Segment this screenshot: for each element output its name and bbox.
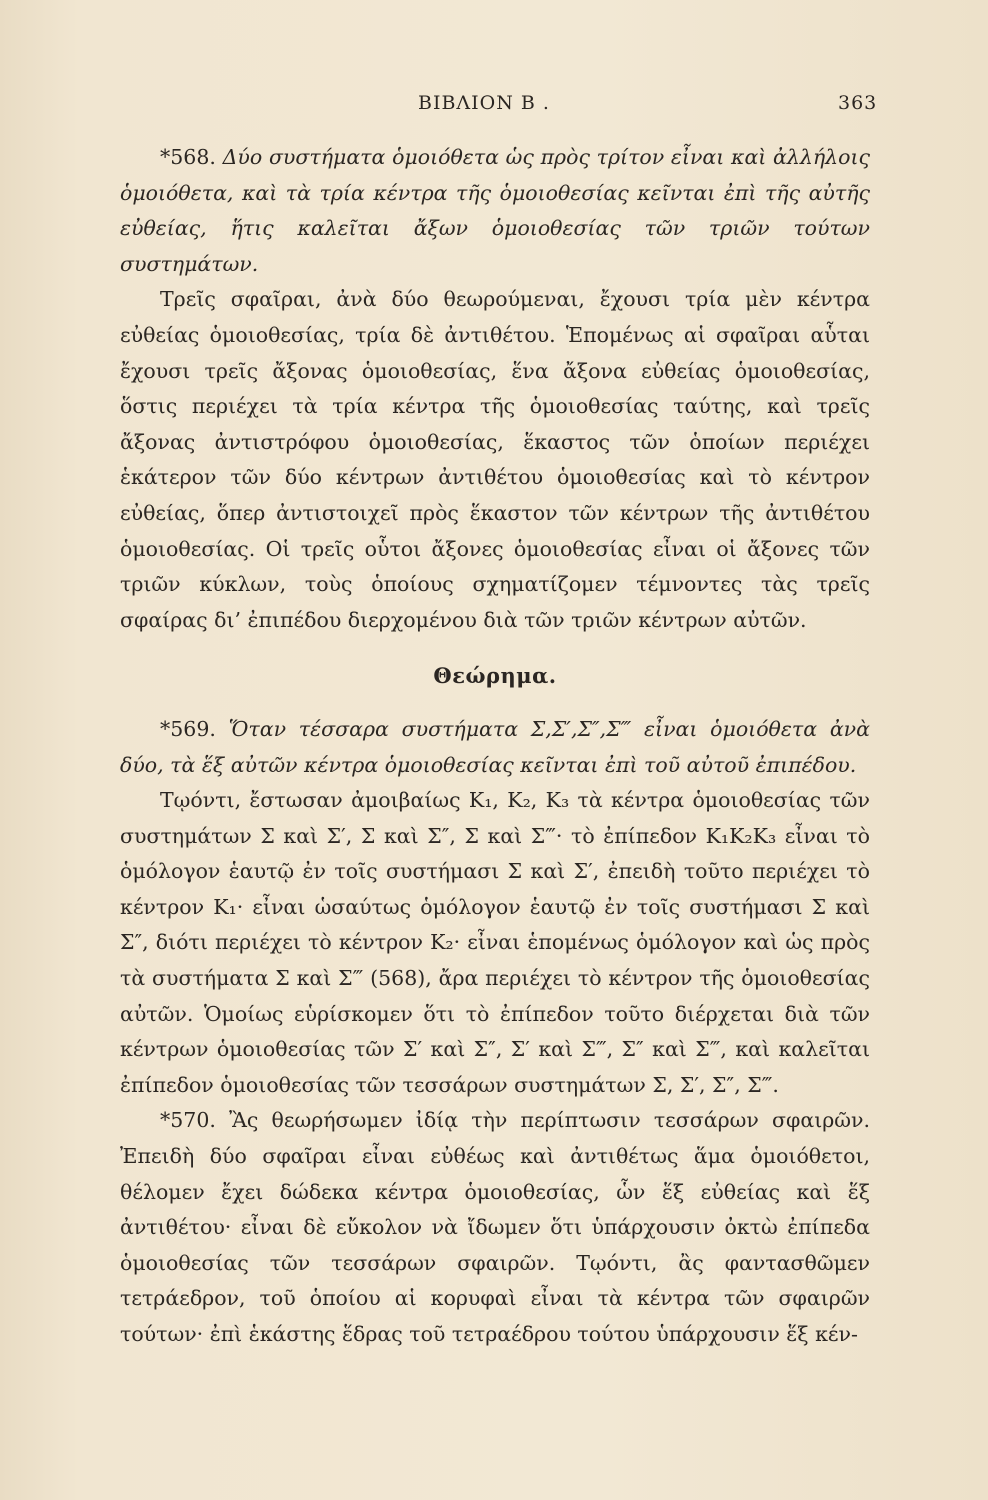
section-570-text: Ἂς θεωρήσωμεν ἰδίᾳ τὴν περίπτωσιν τεσσάρων σφαιρῶν. Ἐπειδὴ δύο σφαῖραι εἶναι εὐθέως καὶ ἀντιθέτως ἅμα ὁμοιόθετοι, θέλομεν ἔχει δώδεκα κέντρα ὁμοιοθεσίας, ὧν ἕξ εὐθείας καὶ ἕξ ἀντιθέτου· εἶναι δὲ εὔκολον νὰ ἴδωμεν ὅτι ὑπάρχουσιν ὀκτὼ ἐπίπεδα ὁμοιοθεσίας τῶν τεσσάρων σφαιρῶν. Τῳόντι, ἂς φαντασθῶμεν τετράεδρον, τοῦ ὁποίου αἱ κορυφαὶ εἶναι τὰ κέντρα τῶν σφαιρῶν τούτων· ἐπὶ ἑκάστης ἕδρας τοῦ τετραέδρου τούτου ὑπάρχουσιν ἕξ κέν-: [120, 1108, 870, 1346]
section-569-body: Τῳόντι, ἔστωσαν ἀμοιβαίως Κ₁, Κ₂, Κ₃ τὰ κέντρα ὁμοιοθεσίας τῶν συστημάτων Σ καὶ Σ′, Σ καὶ Σ″, Σ καὶ Σ‴· τὸ ἐπίπεδον Κ₁Κ₂Κ₃ εἶναι τὸ ὁμόλογον ἑαυτῷ ἐν τοῖς συστήμασι Σ καὶ Σ′, ἐπειδὴ τοῦτο περιέχει τὸ κέντρον Κ₁· εἶναι ὡσαύτως ὁμόλογον ἑαυτῷ ἐν τοῖς συστήμασι Σ καὶ Σ″, διότι περιέχει τὸ κέντρον Κ₂· εἶναι ἑπομένως ὁμόλογον καὶ ὡς πρὸς τὰ συστήματα Σ καὶ Σ‴ (568), ἄρα περιέχει τὸ κέντρον τῆς ὁμοιοθεσίας αὐτῶν. Ὁμοίως εὑρίσκομεν ὅτι τὸ ἐπίπεδον τοῦτο διέρχεται διὰ τῶν κέντρων ὁμοιοθεσίας τῶν Σ′ καὶ Σ″, Σ′ καὶ Σ‴, Σ″ καὶ Σ‴, καὶ καλεῖται ἐπίπεδον ὁμοιοθεσίας τῶν τεσσάρων συστημάτων Σ, Σ′, Σ″, Σ‴.: [120, 788, 870, 1097]
section-568-body: Τρεῖς σφαῖραι, ἀνὰ δύο θεωρούμεναι, ἔχουσι τρία μὲν κέντρα εὐθείας ὁμοιοθεσίας, τρία δὲ ἀντιθέτου. Ἑπομένως αἱ σφαῖραι αὗται ἔχουσι τρεῖς ἄξονας ὁμοιοθεσίας, ἕνα ἄξονα εὐθείας ὁμοιοθεσίας, ὅστις περιέχει τὰ τρία κέντρα τῆς ὁμοιοθεσίας ταύτης, καὶ τρεῖς ἄξονας ἀντιστρόφου ὁμοιοθεσίας, ἕκαστος τῶν ὁποίων περιέχει ἑκάτερον τῶν δύο κέντρων ἀντιθέτου ὁμοιοθεσίας καὶ τὸ κέντρον εὐθείας, ὅπερ ἀντιστοιχεῖ πρὸς ἕκαστον τῶν κέντρων τῆς ἀντιθέτου ὁμοιοθεσίας. Οἱ τρεῖς οὗτοι ἄξονες ὁμοιοθεσίας εἶναι οἱ ἄξονες τῶν τριῶν κύκλων, τοὺς ὁποίους σχηματίζομεν τέμνοντες τὰς τρεῖς σφαίρας δι’ ἐπιπέδου διερχομένου διὰ τῶν τριῶν κέντρων αὐτῶν.: [120, 287, 870, 632]
page-body: [120, 140, 870, 1353]
section-number-570: *570.: [160, 1108, 216, 1133]
section-569-statement: [120, 712, 870, 783]
section-number-568: *568.: [160, 145, 216, 169]
page-header: [0, 86, 988, 118]
section-number-569: *569.: [160, 716, 216, 741]
proposition-568: Δύο συστήματα ὁμοιόθετα ὡς πρὸς τρίτον εἶναι καὶ ἀλλήλοις ὁμοιόθετα, καὶ τὰ τρία κέντρα τῆς ὁμοιοθεσίας κεῖνται ἐπὶ τῆς αὐτῆς εὐθείας, ἥτις καλεῖται ἄξων ὁμοιοθεσίας τῶν τριῶν τούτων συστημάτων.: [120, 145, 870, 276]
page-number: 363: [838, 92, 878, 114]
running-title: ΒΙΒΛΙΟΝ Β .: [418, 92, 550, 114]
section-568-statement: [120, 140, 870, 282]
theorem-heading: Θεώρημα.: [433, 663, 557, 689]
proposition-569: Ὅταν τέσσαρα συστήματα Σ,Σ′,Σ″,Σ‴ εἶναι ὁμοιόθετα ἀνὰ δύο, τὰ ἕξ αὐτῶν κέντρα ὁμοιοθεσίας κεῖνται ἐπὶ τοῦ αὐτοῦ ἐπιπέδου.: [120, 716, 870, 777]
section-570-body: [120, 1103, 870, 1352]
